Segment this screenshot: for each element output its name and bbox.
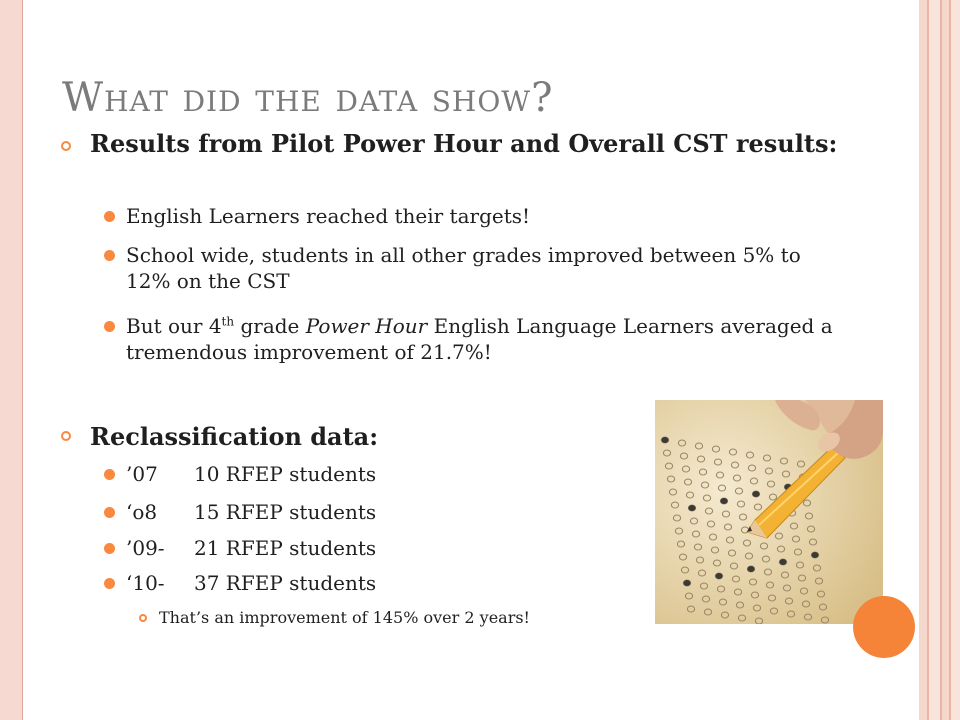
rfep-count: 15 RFEP students xyxy=(194,500,377,524)
rfep-year: ‘o8 xyxy=(126,500,158,524)
filled-bullet-icon xyxy=(104,543,115,554)
rfep-row-10 xyxy=(126,570,376,596)
superscript-th: th xyxy=(221,314,235,329)
rfep-count: 10 RFEP students xyxy=(194,462,377,486)
filled-bullet-icon xyxy=(104,507,115,518)
filled-answer-bubble xyxy=(720,498,727,504)
power-hour-text-grade: grade xyxy=(234,314,306,338)
filled-answer-bubble xyxy=(811,552,818,558)
bullet-school-wide: School wide, students in all other grades improved between 5% to 12% on the CST xyxy=(126,243,801,293)
power-hour-text-end: English Language Learners averaged a tremendous improvement of 21.7%! xyxy=(126,314,833,364)
rfep-year: ‘10- xyxy=(126,571,165,595)
rfep-row-09 xyxy=(126,535,376,561)
rfep-year: ’09- xyxy=(126,536,165,560)
rfep-year: ’07 xyxy=(126,462,158,486)
power-hour-text-start: But our 4 xyxy=(126,314,222,338)
bullet-english-learners: English Learners reached their targets! xyxy=(126,204,531,228)
filled-answer-bubble xyxy=(779,559,786,565)
filled-bullet-icon xyxy=(104,321,115,332)
hollow-bullet-icon xyxy=(61,141,71,151)
small-hollow-bullet-icon xyxy=(139,614,147,622)
filled-bullet-icon xyxy=(104,578,115,589)
slide-title: What did the data show? xyxy=(62,75,554,121)
rfep-row-08 xyxy=(126,499,376,525)
filled-bullet-icon xyxy=(104,211,115,222)
section-heading-results: Results from Pilot Power Hour and Overall CST results: xyxy=(90,129,838,158)
rfep-count: 37 RFEP students xyxy=(194,571,377,595)
filled-answer-bubble xyxy=(747,566,754,572)
power-hour-italic: Power Hour xyxy=(305,314,428,338)
pencil-answer-sheet-image xyxy=(655,400,883,624)
rfep-row-07 xyxy=(126,461,376,487)
filled-answer-bubble xyxy=(688,505,695,511)
improvement-note: That’s an improvement of 145% over 2 years! xyxy=(159,608,530,627)
answer-sheet-illustration xyxy=(655,400,883,624)
decorative-orange-circle xyxy=(853,596,915,658)
filled-answer-bubble xyxy=(683,580,690,586)
filled-bullet-icon xyxy=(104,469,115,480)
filled-bullet-icon xyxy=(104,250,115,261)
section-heading-reclassification: Reclassification data: xyxy=(90,422,379,451)
filled-answer-bubble xyxy=(661,437,668,443)
bullet-power-hour xyxy=(126,313,906,365)
hollow-bullet-icon xyxy=(61,431,71,441)
filled-answer-bubble xyxy=(715,573,722,579)
rfep-count: 21 RFEP students xyxy=(194,536,377,560)
filled-answer-bubble xyxy=(752,491,759,497)
